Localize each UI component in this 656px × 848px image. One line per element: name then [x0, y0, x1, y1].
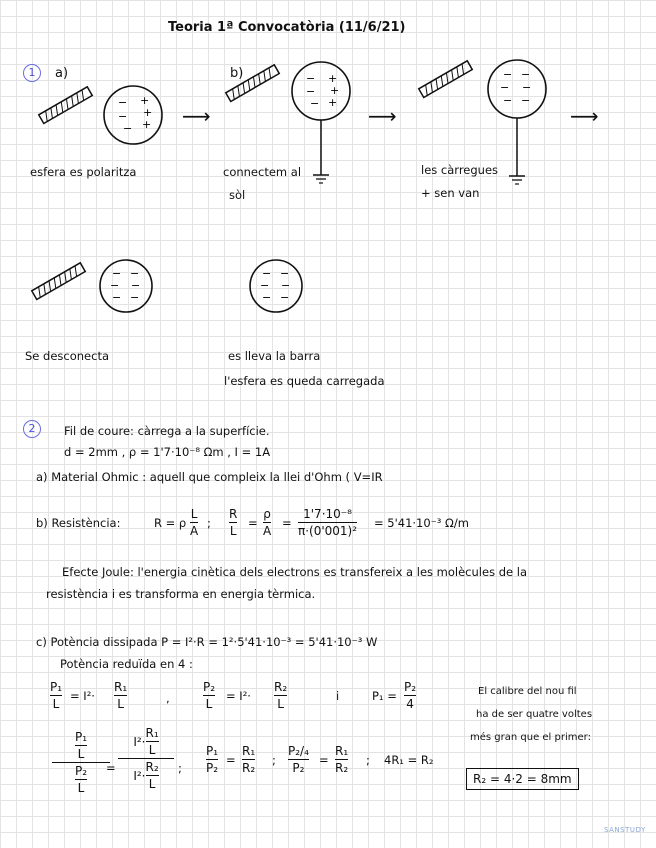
svg-text:+: + — [330, 84, 340, 97]
svg-text:+: + — [328, 96, 338, 109]
svg-text:−: − — [280, 267, 290, 280]
svg-text:+: + — [328, 72, 338, 85]
caption-charges-1: les càrregues — [421, 163, 499, 177]
answer-box: R₂ = 4·2 = 8mm — [466, 768, 579, 790]
charged-rod-3 — [416, 60, 476, 100]
semicolon: ; — [178, 761, 182, 775]
svg-text:−: − — [112, 267, 122, 280]
svg-text:−: − — [500, 81, 510, 94]
svg-text:−: − — [112, 291, 122, 304]
svg-text:−: − — [521, 94, 531, 107]
label-b: b) — [230, 66, 244, 81]
equals: = — [319, 753, 329, 767]
caption-sphere-charged: l'esfera es queda carregada — [224, 374, 385, 388]
arrow-2: ⟶ — [368, 104, 397, 128]
svg-text:−: − — [130, 267, 140, 280]
svg-text:−: − — [281, 279, 291, 292]
charge-plus: + — [142, 118, 152, 131]
frac-P1-over-L: P₁ L — [50, 680, 63, 711]
svg-text:−: − — [521, 68, 531, 81]
equals: = — [106, 761, 116, 775]
svg-text:−: − — [260, 279, 270, 292]
svg-text:−: − — [130, 291, 140, 304]
resistance-result: = 5'41·10⁻³ Ω/m — [374, 516, 469, 530]
eq-I2: = I²· — [226, 689, 251, 703]
semicolon: ; — [366, 753, 370, 767]
semicolon: ; — [272, 753, 276, 767]
question-1-number: 1 — [23, 64, 41, 82]
frac-P2-over-4: P₂ 4 — [404, 680, 417, 711]
svg-text:−: − — [310, 97, 320, 110]
equals: = — [282, 516, 292, 530]
equals: = — [226, 753, 236, 767]
charged-rod-2 — [223, 64, 283, 104]
note-line-3: més gran que el primer: — [470, 732, 591, 743]
svg-text:−: − — [262, 291, 272, 304]
q2-part-b-label: b) Resistència: — [36, 516, 121, 530]
caption-polarized: esfera es polaritza — [30, 165, 137, 179]
comma: , — [166, 691, 170, 705]
svg-text:−: − — [503, 68, 513, 81]
charge-plus: + — [140, 94, 150, 107]
svg-text:−: − — [131, 279, 141, 292]
label-a: a) — [55, 66, 69, 81]
caption-charges-2: + sen van — [421, 186, 480, 200]
compound-fraction-left: $\frac{\text{P₁}}{L}$ $\frac{\text{P₂}}{L}$ — [52, 730, 110, 795]
frac-P2-over-L: P₂ L — [203, 680, 216, 711]
caption-ground-1: connectem al — [223, 165, 302, 179]
brand-watermark: SANSTUDY — [604, 826, 646, 834]
charge-minus: − — [123, 122, 133, 135]
svg-text:−: − — [522, 81, 532, 94]
frac-R2-over-L: R₂ L — [274, 680, 288, 711]
charge-plus: + — [143, 106, 153, 119]
q2-line-1: Fil de coure: càrrega a la superfície. — [64, 424, 270, 438]
svg-text:−: − — [110, 279, 120, 292]
fraction-rho-over-A: ρ A — [263, 507, 272, 538]
charge-minus: − — [118, 96, 128, 109]
sphere-disconnected — [98, 258, 154, 314]
note-line-2: ha de ser quatre voltes — [476, 709, 593, 720]
joule-effect-1: Efecte Joule: l'energia cinètica dels electrons es transfereix a les molècules de la — [62, 565, 527, 579]
semicolon: ; — [207, 516, 211, 530]
charged-rod-4 — [29, 262, 89, 302]
formula-R-rho: R = ρ — [154, 516, 187, 530]
charged-rod-1 — [36, 86, 96, 126]
question-2-number: 2 — [23, 420, 41, 438]
caption-rod-removed: es lleva la barra — [228, 349, 321, 363]
arrow-1: ⟶ — [182, 104, 211, 128]
svg-text:−: − — [262, 267, 272, 280]
svg-text:−: − — [306, 85, 316, 98]
frac-P2over4-over-P2: P₂/₄ P₂ — [288, 744, 309, 775]
note-line-1: El calibre del nou fil — [478, 686, 577, 697]
charge-minus: − — [118, 110, 128, 123]
eq-I2: = I²· — [70, 689, 95, 703]
frac-R1-over-R2: R₁ R₂ — [242, 744, 256, 775]
caption-ground-2: sòl — [229, 188, 246, 202]
caption-disconnect: Se desconecta — [25, 349, 109, 363]
frac-P1-over-P2: P₁ P₂ — [206, 744, 219, 775]
svg-text:−: − — [280, 291, 290, 304]
reduced-power: Potència reduïda en 4 : — [60, 657, 193, 671]
joule-effect-2: resistència i es transforma en energia tèrmica. — [46, 587, 316, 601]
compound-fraction-right: I²· $\frac{\text{R₁}}{L}$ I²· $\frac{\text{R₂}}{L}$ — [118, 726, 174, 791]
fraction-L-over-A: L A — [190, 507, 199, 538]
sphere-polarized — [102, 84, 164, 146]
svg-text:−: − — [503, 94, 513, 107]
fraction-numeric: 1'7·10⁻⁸ π·(0'001)² — [298, 507, 358, 538]
page-title: Teoria 1ª Convocatòria (11/6/21) — [168, 20, 406, 35]
q2-part-a: a) Material Ohmic : aquell que compleix la llei d'Ohm ( V=IR — [36, 470, 383, 484]
svg-text:−: − — [306, 72, 316, 85]
P1-equals: P₁ = — [372, 689, 397, 703]
frac-R1-over-L: R₁ L — [114, 680, 128, 711]
q2-part-c: c) Potència dissipada P = I²·R = 1²·5'41·10⁻³ = 5'41·10⁻³ W — [36, 635, 378, 649]
fraction-R-over-L: R L — [229, 507, 238, 538]
relation-4R1-R2: 4R₁ = R₂ — [384, 753, 434, 767]
i-word: i — [336, 689, 340, 703]
frac-R1-over-R2: R₁ R₂ — [335, 744, 349, 775]
arrow-3: ⟶ — [570, 104, 599, 128]
sphere-charged — [248, 258, 304, 314]
q2-line-2: d = 2mm , ρ = 1'7·10⁻⁸ Ωm , I = 1A — [64, 445, 271, 459]
equals: = — [248, 516, 258, 530]
